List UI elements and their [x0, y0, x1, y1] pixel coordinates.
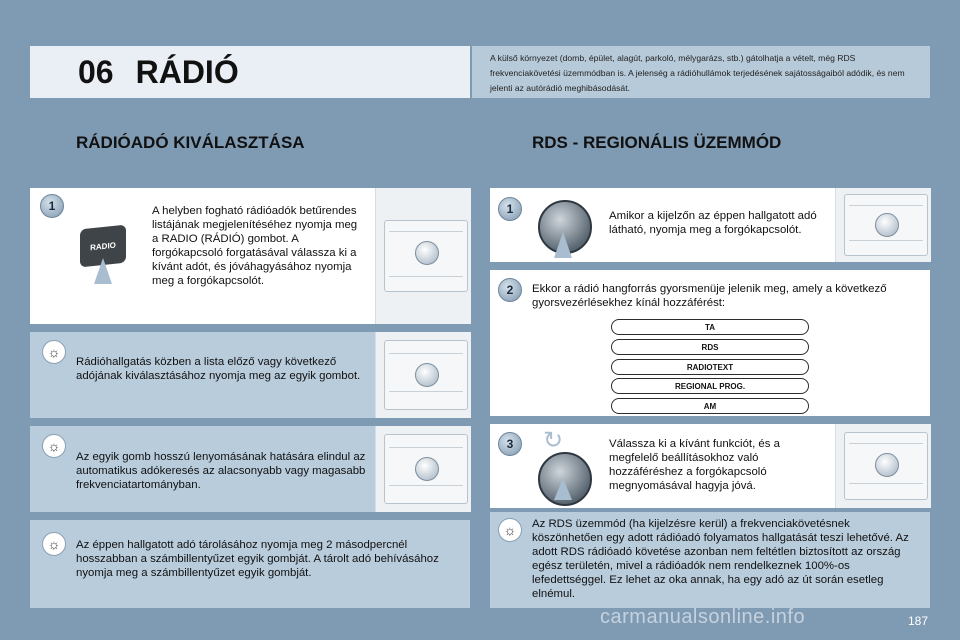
radio-button-label: RADIO [90, 240, 116, 252]
left-step1-text: A helyben fogható rádióadók betűrendes listájának megjelenítéséhez nyomja meg a RADIO (RÁDIÓ) gombot. A forgókapcsoló forgatásával válassza ki a kívánt adót, és jóváhagyásához nyomja meg a forgókapcsolót. [152, 205, 358, 287]
step-badge: 1 [498, 197, 522, 221]
page-number: 187 [907, 614, 928, 628]
left-tip3-text: Az éppen hallgatott adó tárolásához nyomja meg 2 másodpercnél hosszabban a számbillentyűzet egyik gombját. A tárolt adó behívásához nyomja meg a számbillentyűzet egyik gombját. [76, 539, 439, 579]
sun-icon: ☼ [498, 518, 522, 542]
right-section-title: RDS - REGIONÁLIS ÜZEMMÓD [532, 133, 782, 152]
radio-panel-icon [835, 424, 931, 508]
menu-item-regional-prog: REGIONAL PROG. [611, 378, 809, 394]
radio-faceplate [384, 220, 468, 292]
rotate-arrow-icon: ↻ [543, 427, 564, 454]
rotary-knob-icon [415, 241, 439, 265]
right-tip-text: Az RDS üzemmód (ha kijelzésre kerül) a frekvenciakövetésnek köszönhetően egy adott rádióadó folyamatos hallgatását teszi lehetővé. Az adott RDS rádióadó követése azonban nem feltétlen biztosított az ország egész területén, mivel a rádióadók nem rendelkeznek 100%-os lefedettséggel. Ez lehet az oka annak, ha egy adó az út során esetleg elnémul. [532, 518, 909, 600]
chapter-number: 06 [78, 53, 114, 90]
rotary-knob-icon [415, 363, 439, 387]
left-tip2-text: Az egyik gomb hosszú lenyomásának hatására elindul az automatikus adókeresés az alacsonyabb vagy magasabb frekvenciatartományban. [76, 451, 366, 491]
menu-item-radiotext: RADIOTEXT [611, 359, 809, 375]
chapter-title: RÁDIÓ [135, 53, 239, 90]
menu-item-ta: TA [611, 319, 809, 335]
arrow-up-icon [94, 258, 112, 284]
left-section-title: RÁDIÓADÓ KIVÁLASZTÁSA [76, 133, 305, 152]
right-step2-text: Ekkor a rádió hangforrás gyorsmenüje jelenik meg, amely a következő gyorsvezérlésekhez kínál hozzáférést: [532, 283, 887, 309]
left-tip1-text: Rádióhallgatás közben a lista előző vagy következő adójának kiválasztásához nyomja meg az egyik gombot. [76, 356, 361, 382]
radio-panel-icon [835, 188, 931, 262]
step-badge: 2 [498, 278, 522, 302]
right-step3-text: Válassza ki a kívánt funkciót, és a megfelelő beállításokhoz való hozzáféréshez a forgókapcsoló megnyomásával hagyja jóvá. [609, 438, 780, 492]
arrow-up-icon [554, 232, 572, 258]
arrow-up-icon [554, 478, 572, 500]
menu-item-am: AM [611, 398, 809, 414]
radio-panel-icon [375, 426, 471, 512]
step-badge: 3 [498, 432, 522, 456]
rotary-knob-icon [875, 453, 899, 477]
sun-icon: ☼ [42, 340, 66, 364]
radio-panel-icon [375, 188, 471, 324]
rotary-knob-icon [415, 457, 439, 481]
rotary-knob-icon [875, 213, 899, 237]
sun-icon: ☼ [42, 434, 66, 458]
step-badge: 1 [40, 194, 64, 218]
menu-item-rds: RDS [611, 339, 809, 355]
radio-panel-icon [375, 332, 471, 418]
sun-icon: ☼ [42, 532, 66, 556]
chapter-header [30, 46, 470, 98]
right-step1-text: Amikor a kijelzőn az éppen hallgatott adó látható, nyomja meg a forgókapcsolót. [609, 210, 817, 236]
watermark: carmanualsonline.info [600, 606, 806, 628]
header-note: A külső környezet (domb, épület, alagút, parkoló, mélygarázs, stb.) gátolhatja a vételt, még RDS frekvenciakövetési üzemmódban is. A jelenség a rádióhullámok terjedésének sajátosságaiból adódik, és nem jelenti az autórádió meghibásodását. [472, 46, 930, 98]
